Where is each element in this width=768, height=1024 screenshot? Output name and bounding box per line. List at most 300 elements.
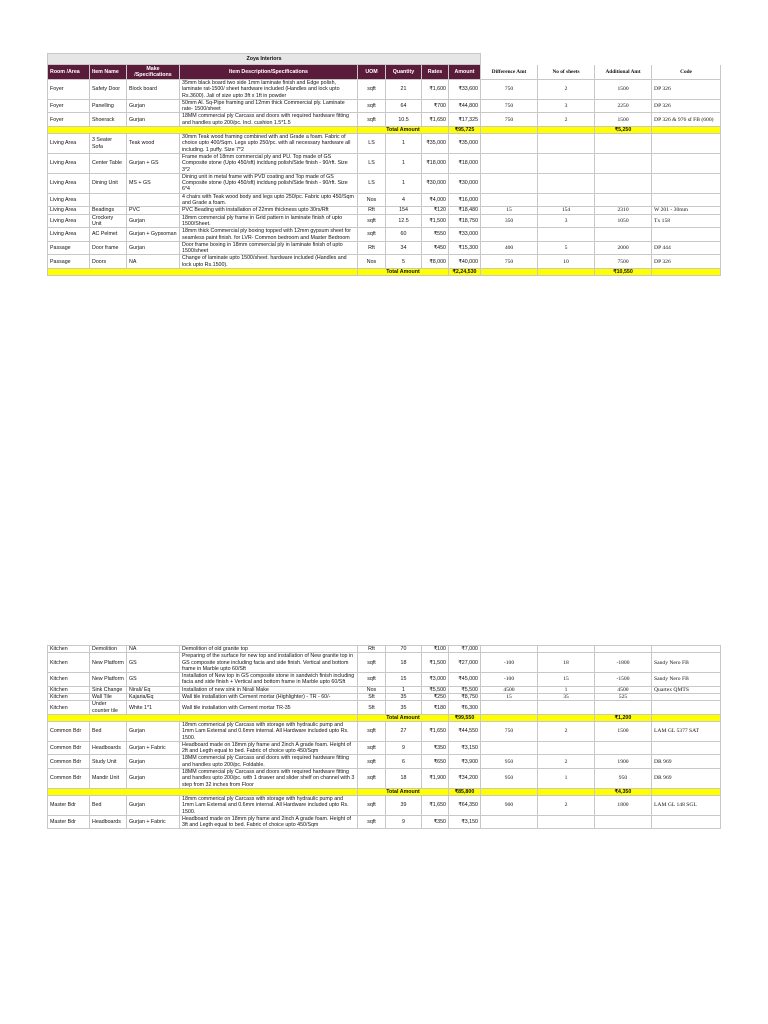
cell-sheets — [538, 701, 595, 715]
cell-make: Kajaria/Eq — [127, 694, 180, 701]
cell-sheets: 2 — [538, 755, 595, 769]
cell-item: New Platform — [90, 653, 127, 673]
cell-amount: ₹45,000 — [449, 673, 481, 687]
cell-room: Common Bdr — [48, 741, 90, 755]
cell-description: 18MM commercial ply Carcass and doors with required hardware fitting and handles upto 200/pc. Foldable. — [180, 755, 358, 769]
cell-quantity: 5 — [386, 255, 422, 269]
cell-amount: ₹16,000 — [449, 193, 481, 207]
cell-difference — [481, 815, 538, 829]
cell-code — [652, 153, 721, 173]
cell-make: Gurjan — [127, 769, 180, 789]
cell-sheets — [538, 815, 595, 829]
cell-description: Frame made of 18mm commercial ply and PU. Top made of GS Composite stone (Upto 450/sft) incldung polish/Side finish - 90/rft. Size 3*2 — [180, 153, 358, 173]
cell-description: Demolition of old granite top — [180, 646, 358, 653]
cell-uom: Rft — [358, 241, 386, 255]
cell-rate: ₹250 — [422, 694, 449, 701]
cell-rate: ₹5,500 — [422, 686, 449, 693]
table-row — [48, 173, 721, 193]
cell-quantity: 1 — [386, 686, 422, 693]
cell-additional — [595, 173, 652, 193]
cell-item: Dining Unit — [90, 173, 127, 193]
total-amount: ₹2,24,530 — [449, 269, 481, 276]
cell-description: 35mm black board two side 1mm laminate finish and Edge polish, laminate rat-1500/ sheet hardware included (Handles and lock upto Rs.3600). Jali of size upto 3ft x 1ft in powder — [180, 80, 358, 100]
cell-code: DR 969 — [652, 755, 721, 769]
cell-item: 3 Seater Sofa — [90, 134, 127, 154]
table-row — [48, 686, 721, 693]
cell-quantity: 4 — [386, 193, 422, 207]
cell-rate: ₹1,650 — [422, 721, 449, 741]
cell-amount: ₹30,000 — [449, 173, 481, 193]
header-room: Room /Area — [48, 65, 90, 80]
cell-quantity: 9 — [386, 741, 422, 755]
cell-rate: ₹18,000 — [422, 153, 449, 173]
table-row — [48, 673, 721, 687]
table-row — [48, 207, 721, 214]
cell-code: DP 444 — [652, 241, 721, 255]
cell-item: Beadings — [90, 207, 127, 214]
cell-room: Living Area — [48, 173, 90, 193]
cell-quantity: 15 — [386, 673, 422, 687]
cell-amount: ₹18,480 — [449, 207, 481, 214]
cell-item: Headboards — [90, 815, 127, 829]
cell-description: Dining unit in metal frame with PVD coating and Top made of GS Composite stone (Upto 450/sft) incldung polish/Side finish - 90/rft. Size 6*4 — [180, 173, 358, 193]
table-row — [48, 241, 721, 255]
cell-additional: 2000 — [595, 241, 652, 255]
table-row — [48, 755, 721, 769]
cell-code — [652, 228, 721, 242]
cell-amount: ₹33,000 — [449, 228, 481, 242]
cell-sheets — [538, 228, 595, 242]
cell-room: Kitchen — [48, 686, 90, 693]
cell-amount: ₹34,200 — [449, 769, 481, 789]
cell-code: LAM GL 5377 SAT — [652, 721, 721, 741]
cell-quantity: 27 — [386, 721, 422, 741]
cell-uom: LS — [358, 134, 386, 154]
cell-amount: ₹18,750 — [449, 214, 481, 228]
cell-difference: 750 — [481, 255, 538, 269]
cell-sheets: 18 — [538, 653, 595, 673]
header-sheets: No of sheets — [538, 65, 595, 80]
cell-item: New Platform — [90, 673, 127, 687]
cell-item: Headboards — [90, 741, 127, 755]
table-row — [48, 134, 721, 154]
cell-quantity: 34 — [386, 241, 422, 255]
cell-additional — [595, 701, 652, 715]
cell-item: Center Table — [90, 153, 127, 173]
cell-difference: 950 — [481, 769, 538, 789]
table-row — [48, 694, 721, 701]
total-amount: ₹99,550 — [449, 714, 481, 721]
cell-additional: 1500 — [595, 721, 652, 741]
cell-rate: ₹120 — [422, 207, 449, 214]
cell-uom: sqft — [358, 673, 386, 687]
cell-code: DP 326 — [652, 99, 721, 113]
total-label: Total Amount — [358, 269, 449, 276]
cell-room: Living Area — [48, 193, 90, 207]
cell-uom: sqft — [358, 113, 386, 127]
cell-difference: -100 — [481, 653, 538, 673]
cell-room: Common Bdr — [48, 769, 90, 789]
cell-make: Gurjan — [127, 241, 180, 255]
cell-code: LAM GL 148 SGL — [652, 795, 721, 815]
cell-code — [652, 701, 721, 715]
cell-rate: ₹350 — [422, 815, 449, 829]
cell-uom: Rft — [358, 646, 386, 653]
cell-description: Wall tile installation with Cement mortar TR-35 — [180, 701, 358, 715]
cell-make: Gurjan — [127, 795, 180, 815]
cell-rate: ₹35,000 — [422, 134, 449, 154]
cell-difference — [481, 228, 538, 242]
cell-code — [652, 173, 721, 193]
table-row — [48, 795, 721, 815]
header-desc: Item Description/Specifications — [180, 65, 358, 80]
cell-amount: ₹3,150 — [449, 815, 481, 829]
cell-uom: Sft — [358, 694, 386, 701]
cell-amount: ₹33,600 — [449, 80, 481, 100]
cell-item: Crockery Unit — [90, 214, 127, 228]
cell-description: Installation of New top in GS composite stone in sandwich finish including facia and side finish + Vertical and bottom frame in Marble upto 60/Sft — [180, 673, 358, 687]
cell-rate: ₹30,000 — [422, 173, 449, 193]
table-row — [48, 99, 721, 113]
cell-room: Kitchen — [48, 694, 90, 701]
cell-description: 18MM commercial ply Carcass and doors with required hardware fitting and handles upto 200/pc. Incl. cushion 1.5*1.5 — [180, 113, 358, 127]
cell-rate: ₹4,000 — [422, 193, 449, 207]
cell-make: NA — [127, 646, 180, 653]
cell-sheets: 3 — [538, 99, 595, 113]
cell-item: Shoerack — [90, 113, 127, 127]
cell-additional: 1050 — [595, 214, 652, 228]
table-row — [48, 228, 721, 242]
cell-uom: sqft — [358, 769, 386, 789]
sheet-title-row — [48, 54, 721, 65]
header-item: Item Name — [90, 65, 127, 80]
header-rates: Rates — [422, 65, 449, 80]
cell-description: Wall tile installation with Cement mortar (Highlighter) - TR - 60/- — [180, 694, 358, 701]
cell-quantity: 21 — [386, 80, 422, 100]
cell-code — [652, 815, 721, 829]
cell-additional: 1500 — [595, 80, 652, 100]
cell-code: W 201 - 30mm — [652, 207, 721, 214]
cell-additional — [595, 646, 652, 653]
table-row — [48, 721, 721, 741]
cell-code: Sandy Nero FB — [652, 653, 721, 673]
cell-uom: sqft — [358, 99, 386, 113]
cell-item: AC Pelmet — [90, 228, 127, 242]
cell-room: Common Bdr — [48, 721, 90, 741]
cell-room: Kitchen — [48, 646, 90, 653]
cell-difference — [481, 173, 538, 193]
cell-additional — [595, 741, 652, 755]
cell-additional: -1500 — [595, 673, 652, 687]
table-row — [48, 193, 721, 207]
cell-code: Sandy Nero FB — [652, 673, 721, 687]
cell-sheets — [538, 193, 595, 207]
table-row — [48, 153, 721, 173]
table-row — [48, 701, 721, 715]
cell-amount: ₹27,000 — [449, 653, 481, 673]
cell-make: Nirali/ Eq — [127, 686, 180, 693]
cell-uom: Sft — [358, 701, 386, 715]
cell-description: Door frame boxing in 18mm commercial ply in laminate finish of upto 1500/sheet — [180, 241, 358, 255]
cell-make: Block board — [127, 80, 180, 100]
cell-quantity: 154 — [386, 207, 422, 214]
cell-make: Gurjan — [127, 721, 180, 741]
cell-room: Living Area — [48, 153, 90, 173]
table-row — [48, 255, 721, 269]
header-difference: Difference Amt — [481, 65, 538, 80]
cell-difference: 350 — [481, 214, 538, 228]
cell-make: MS + GS — [127, 173, 180, 193]
cell-quantity: 10.5 — [386, 113, 422, 127]
cell-sheets: 3 — [538, 214, 595, 228]
cell-uom: Nos — [358, 255, 386, 269]
table-row — [48, 741, 721, 755]
cell-sheets — [538, 134, 595, 154]
cell-item: Door frame — [90, 241, 127, 255]
cell-item: Panelling — [90, 99, 127, 113]
cell-sheets: 5 — [538, 241, 595, 255]
total-label: Total Amount — [358, 788, 449, 795]
cell-sheets — [538, 153, 595, 173]
cell-description: Headboard made on 18mm ply frame and 2inch A grade foam. Height of 3ft and Legth equal to bed. Fabric of choice upto 450/Sqm — [180, 815, 358, 829]
total-additional: ₹5,250 — [595, 127, 652, 134]
cell-make: Teak wood — [127, 134, 180, 154]
cell-difference: 750 — [481, 80, 538, 100]
cell-additional: 950 — [595, 769, 652, 789]
cell-room: Foyer — [48, 99, 90, 113]
cell-item: Demolition — [90, 646, 127, 653]
cell-rate: ₹700 — [422, 99, 449, 113]
cell-amount: ₹40,000 — [449, 255, 481, 269]
cell-description: 18mm commerical ply Carcass with storage with hydraulic pump and 1mm Lam External and 0.6mm internal. All Hardware included upto Rs. 1500. — [180, 721, 358, 741]
cell-code: DR 969 — [652, 769, 721, 789]
cell-difference — [481, 134, 538, 154]
cell-difference — [481, 153, 538, 173]
quotation-table-top — [47, 53, 721, 276]
cell-room: Master Bdr — [48, 815, 90, 829]
cell-difference: 750 — [481, 113, 538, 127]
cell-rate: ₹350 — [422, 741, 449, 755]
cell-uom: sqft — [358, 815, 386, 829]
cell-rate: ₹1,500 — [422, 214, 449, 228]
cell-description: 18mm commerical ply Carcass with storage with hydraulic pump and 1mm Lam External and 0.6mm internal. All Hardware included upto Rs. 1500. — [180, 795, 358, 815]
cell-rate: ₹3,000 — [422, 673, 449, 687]
cell-rate: ₹1,500 — [422, 653, 449, 673]
cell-room: Common Bdr — [48, 755, 90, 769]
cell-additional: -1800 — [595, 653, 652, 673]
header-make: Make /Specifications — [127, 65, 180, 80]
cell-sheets: 15 — [538, 673, 595, 687]
cell-uom: sqft — [358, 214, 386, 228]
cell-item: Safety Door — [90, 80, 127, 100]
table-row — [48, 80, 721, 100]
cell-rate: ₹8,000 — [422, 255, 449, 269]
cell-code — [652, 193, 721, 207]
cell-description: Installation of new sink in Nirali Make — [180, 686, 358, 693]
cell-amount: ₹6,300 — [449, 701, 481, 715]
cell-uom: sqft — [358, 721, 386, 741]
quotation-table-bottom — [47, 645, 721, 829]
total-row — [48, 714, 721, 721]
cell-code — [652, 741, 721, 755]
cell-difference — [481, 741, 538, 755]
cell-amount: ₹3,150 — [449, 741, 481, 755]
table-row — [48, 214, 721, 228]
cell-code: Quartex QMTS — [652, 686, 721, 693]
cell-sheets: 2 — [538, 80, 595, 100]
cell-description: 18mm thick Commercial ply boxing topped with 12mm gypsum sheet for seamless paint finish. for LVR- Common bedroom and Master Bedroom — [180, 228, 358, 242]
header-qty: Quantity — [386, 65, 422, 80]
cell-room: Living Area — [48, 228, 90, 242]
cell-uom: LS — [358, 173, 386, 193]
table-row — [48, 769, 721, 789]
total-amount: ₹85,800 — [449, 788, 481, 795]
cell-item: Mandir Unit — [90, 769, 127, 789]
cell-uom: LS — [358, 153, 386, 173]
cell-difference — [481, 646, 538, 653]
cell-item: Under counter tile — [90, 701, 127, 715]
cell-additional: 2250 — [595, 99, 652, 113]
cell-rate: ₹450 — [422, 241, 449, 255]
cell-quantity: 1 — [386, 153, 422, 173]
cell-code — [652, 646, 721, 653]
cell-quantity: 1 — [386, 134, 422, 154]
cell-room: Foyer — [48, 113, 90, 127]
table-row — [48, 113, 721, 127]
cell-difference: 15 — [481, 694, 538, 701]
cell-room: Living Area — [48, 207, 90, 214]
cell-room: Living Area — [48, 214, 90, 228]
cell-uom: Nos — [358, 193, 386, 207]
cell-amount: ₹35,000 — [449, 134, 481, 154]
cell-additional: 525 — [595, 694, 652, 701]
cell-code: DP 326 & 976 sf FB (600) — [652, 113, 721, 127]
cell-additional — [595, 134, 652, 154]
table-row — [48, 653, 721, 673]
cell-description: Preparing of the surface for new top and installation of New granite top in GS composite stone including facia and side finish. Vertical and bottom frame in Marble upto 60/Sft — [180, 653, 358, 673]
cell-additional — [595, 153, 652, 173]
cell-item: Sink Change — [90, 686, 127, 693]
table-row — [48, 815, 721, 829]
cell-sheets: 35 — [538, 694, 595, 701]
cell-quantity: 39 — [386, 795, 422, 815]
cell-item: Bed — [90, 795, 127, 815]
header-amount: Amount — [449, 65, 481, 80]
cell-additional: 1800 — [595, 795, 652, 815]
cell-item: Study Unit — [90, 755, 127, 769]
cell-uom: sqft — [358, 741, 386, 755]
total-row — [48, 788, 721, 795]
cell-additional — [595, 815, 652, 829]
cell-additional: 4500 — [595, 686, 652, 693]
header-row — [48, 65, 721, 80]
cell-difference: -100 — [481, 673, 538, 687]
cell-room: Kitchen — [48, 653, 90, 673]
cell-room: Living Area — [48, 134, 90, 154]
total-additional: ₹4,350 — [595, 788, 652, 795]
total-label: Total Amount — [358, 127, 449, 134]
cell-quantity: 35 — [386, 694, 422, 701]
cell-room: Master Bdr — [48, 795, 90, 815]
cell-room: Kitchen — [48, 673, 90, 687]
cell-quantity: 18 — [386, 769, 422, 789]
cell-amount: ₹8,750 — [449, 694, 481, 701]
header-additional: Additional Amt — [595, 65, 652, 80]
cell-description: 30mm Teak wood framing combined with and Grade a foam. Fabric of choice upto 400/Sqm. Legs upto 250/pc. with all necessary hardware all including. 1 puffy. Size 7*2 — [180, 134, 358, 154]
cell-rate: ₹650 — [422, 755, 449, 769]
cell-make: Gurjan + Fabric — [127, 815, 180, 829]
cell-sheets — [538, 173, 595, 193]
cell-rate: ₹1,900 — [422, 769, 449, 789]
cell-sheets: 2 — [538, 721, 595, 741]
cell-code: Tx 158 — [652, 214, 721, 228]
cell-room: Passage — [48, 241, 90, 255]
cell-sheets: 2 — [538, 113, 595, 127]
cell-rate: ₹1,600 — [422, 80, 449, 100]
cell-description: 18mm commercial ply frame in Grid pattern in laminate finish of upto 1500/Sheet. — [180, 214, 358, 228]
cell-code — [652, 694, 721, 701]
cell-item: Doors — [90, 255, 127, 269]
cell-sheets: 2 — [538, 795, 595, 815]
cell-difference: 750 — [481, 99, 538, 113]
cell-uom: Nos — [358, 686, 386, 693]
cell-quantity: 18 — [386, 653, 422, 673]
cell-difference: 750 — [481, 721, 538, 741]
cell-make: Gurjan — [127, 755, 180, 769]
cell-quantity: 6 — [386, 755, 422, 769]
sheet-title: Zoya Interiors — [48, 54, 481, 65]
cell-amount: ₹18,000 — [449, 153, 481, 173]
cell-room: Kitchen — [48, 701, 90, 715]
cell-amount: ₹17,325 — [449, 113, 481, 127]
cell-additional: 7500 — [595, 255, 652, 269]
cell-rate: ₹1,650 — [422, 795, 449, 815]
cell-difference: 950 — [481, 755, 538, 769]
cell-description: 50mm Al. Sq-Pipe framing and 12mm thick Commercial ply. Laminate rate- 1500/sheet — [180, 99, 358, 113]
cell-difference: 900 — [481, 795, 538, 815]
cell-item: Wall Tile — [90, 694, 127, 701]
cell-sheets — [538, 741, 595, 755]
cell-rate: ₹100 — [422, 646, 449, 653]
cell-uom: sqft — [358, 795, 386, 815]
cell-code: DP 326 — [652, 255, 721, 269]
cell-make: GS — [127, 653, 180, 673]
cell-sheets: 10 — [538, 255, 595, 269]
cell-item: Bed — [90, 721, 127, 741]
total-additional: ₹1,200 — [595, 714, 652, 721]
cell-rate: ₹180 — [422, 701, 449, 715]
total-amount: ₹95,725 — [449, 127, 481, 134]
cell-room: Passage — [48, 255, 90, 269]
cell-quantity: 70 — [386, 646, 422, 653]
cell-make — [127, 193, 180, 207]
cell-amount: ₹64,350 — [449, 795, 481, 815]
cell-code: DP 326 — [652, 80, 721, 100]
cell-sheets: 1 — [538, 769, 595, 789]
cell-quantity: 9 — [386, 815, 422, 829]
cell-amount: ₹15,300 — [449, 241, 481, 255]
cell-room: Foyer — [48, 80, 90, 100]
cell-make: NA — [127, 255, 180, 269]
cell-code — [652, 134, 721, 154]
cell-item — [90, 193, 127, 207]
cell-amount: ₹44,800 — [449, 99, 481, 113]
cell-rate: ₹550 — [422, 228, 449, 242]
cell-additional — [595, 193, 652, 207]
cell-uom: sqft — [358, 755, 386, 769]
cell-quantity: 60 — [386, 228, 422, 242]
table-row — [48, 646, 721, 653]
